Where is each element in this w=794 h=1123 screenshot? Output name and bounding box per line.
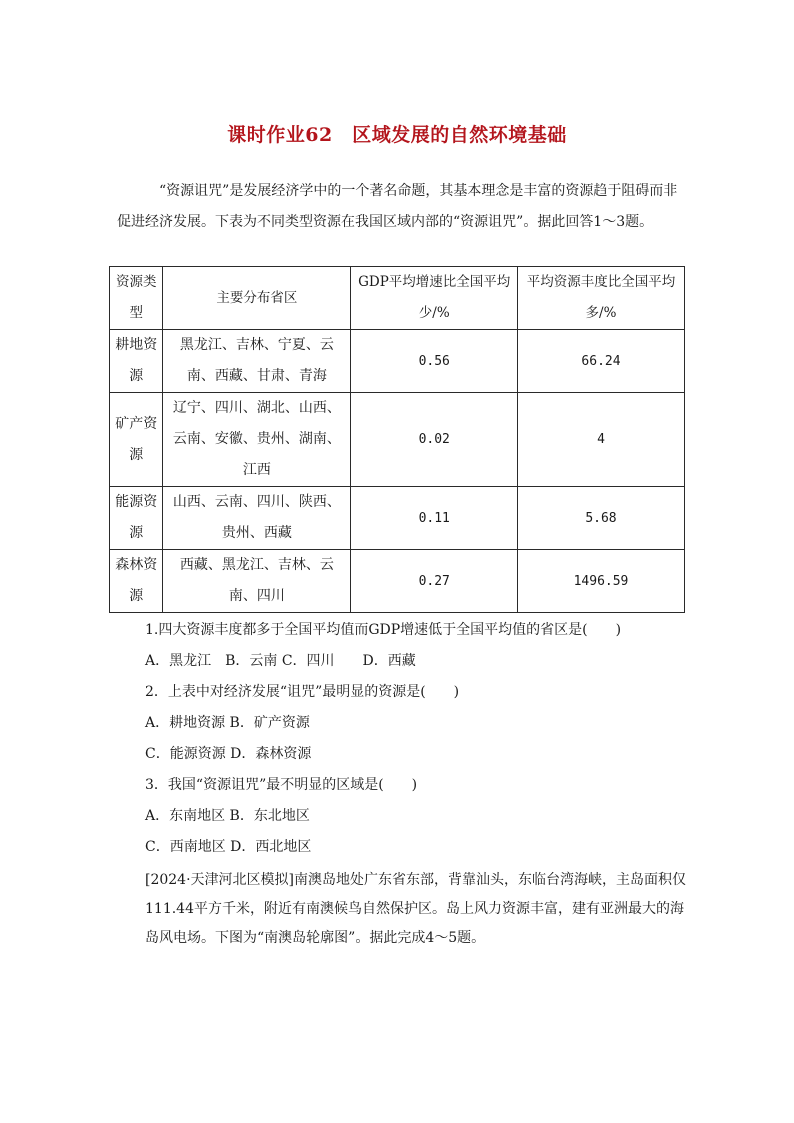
cell-abundance: 4: [517, 393, 684, 487]
header-resource-type: 资源类型: [110, 267, 163, 330]
question-3-stem: 3．我国“资源诅咒”最不明显的区域是( ): [145, 777, 418, 793]
table-row: [110, 330, 685, 393]
question-2-stem: 2．上表中对经济发展“诅咒”最明显的资源是( ): [145, 684, 460, 700]
header-gdp-growth: GDP平均增速比全国平均少/%: [351, 267, 518, 330]
table-header-row: [110, 267, 685, 330]
question-2-options-ab: A．耕地资源 B．矿产资源: [145, 715, 310, 731]
cell-type: 森林资源: [110, 550, 163, 613]
cell-gdp: 0.27: [351, 550, 518, 613]
page-title: 课时作业62 区域发展的自然环境基础: [227, 124, 567, 146]
cell-type: 能源资源: [110, 487, 163, 550]
cell-type: 矿产资源: [110, 393, 163, 487]
cell-provinces: 辽宁、四川、湖北、山西、云南、安徽、贵州、湖南、江西: [163, 393, 351, 487]
cell-type: 耕地资源: [110, 330, 163, 393]
cell-provinces: 西藏、黑龙江、吉林、云南、四川: [163, 550, 351, 613]
question-1-options: A．黑龙江 B．云南 C．四川 D．西藏: [145, 653, 416, 669]
header-provinces: 主要分布省区: [163, 267, 351, 330]
cell-abundance: 66.24: [517, 330, 684, 393]
cell-provinces: 山西、云南、四川、陕西、贵州、西藏: [163, 487, 351, 550]
header-abundance: 平均资源丰度比全国平均多/%: [517, 267, 684, 330]
table-row: [110, 550, 685, 613]
cell-gdp: 0.02: [351, 393, 518, 487]
cell-provinces: 黑龙江、吉林、宁夏、云南、西藏、甘肃、青海: [163, 330, 351, 393]
cell-abundance: 5.68: [517, 487, 684, 550]
cell-gdp: 0.11: [351, 487, 518, 550]
nanao-island-passage: [2024·天津河北区模拟]南澳岛地处广东省东部，背靠汕头，东临台湾海峡，主岛面积仅111.44平方千米，附近有南澳候鸟自然保护区。岛上风力资源丰富，建有亚洲最大的海岛风电场。下图为“南澳岛轮廓图”。据此完成4～5题。: [145, 872, 687, 946]
question-1-stem: 1.四大资源丰度都多于全国平均值而GDP增速低于全国平均值的省区是( ): [145, 622, 622, 638]
table-row: [110, 487, 685, 550]
table-row: [110, 393, 685, 487]
question-3-options-cd: C．西南地区 D．西北地区: [145, 839, 312, 855]
cell-abundance: 1496.59: [517, 550, 684, 613]
question-2-options-cd: C．能源资源 D．森林资源: [145, 746, 312, 762]
cell-gdp: 0.56: [351, 330, 518, 393]
intro-paragraph: “资源诅咒”是发展经济学中的一个著名命题，其基本理念是丰富的资源趋于阻碍而非促进经济发展。下表为不同类型资源在我国区域内部的“资源诅咒”。据此回答1～3题。: [117, 183, 678, 230]
question-3-options-ab: A．东南地区 B．东北地区: [145, 808, 310, 824]
resource-curse-table: [109, 266, 685, 613]
